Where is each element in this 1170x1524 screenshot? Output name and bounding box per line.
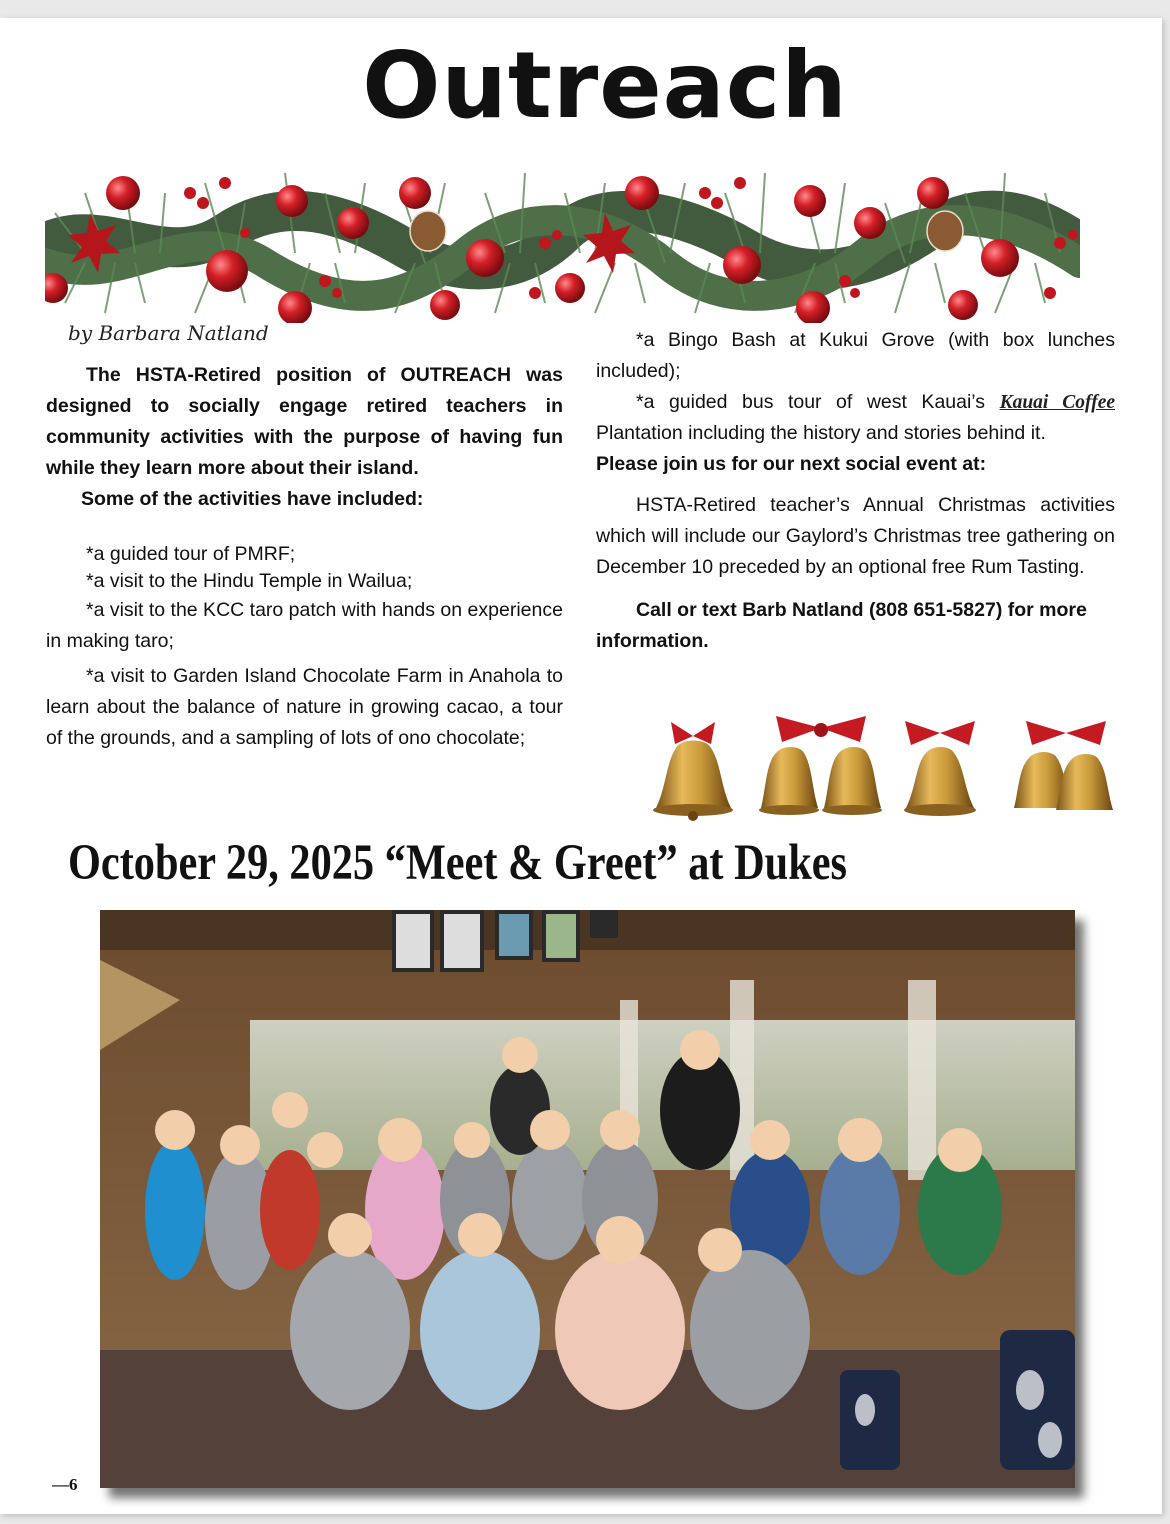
bell-icon bbox=[759, 716, 882, 815]
bell-icon bbox=[904, 721, 976, 816]
left-column bbox=[46, 360, 563, 754]
list-item: *a visit to Garden Island Chocolate Farm in Anahola to learn about the balance of nature in growing cacao, a tour of the grounds, and a sampling of lots of ono chocolate; bbox=[46, 665, 563, 749]
activities-list bbox=[46, 541, 563, 657]
page-number: —6 bbox=[52, 1475, 78, 1494]
group-photo bbox=[100, 910, 1075, 1488]
photo-section-title: October 29, 2025 “Meet & Greet” at Dukes bbox=[68, 835, 847, 891]
item6-text-end: Plantation including the history and stories behind it. bbox=[596, 422, 1046, 444]
list-item: *a guided tour of PMRF; bbox=[86, 543, 296, 565]
intro-paragraph: The HSTA-Retired position of OUTREACH was designed to socially engage retired teachers in community activities with the purpose of having fun while they learn more about their island. bbox=[46, 364, 563, 479]
christmas-garland-image bbox=[45, 153, 1080, 323]
bell-icon bbox=[1014, 721, 1113, 810]
list-item bbox=[596, 387, 1115, 449]
list-item: *a Bingo Bash at Kukui Grove (with box lunches included); bbox=[596, 329, 1115, 382]
kauai-coffee-link[interactable]: Kauai Coffee bbox=[999, 392, 1115, 413]
christmas-bells-image bbox=[636, 708, 1136, 824]
list-item: *a visit to the KCC taro patch with hands on experience in making taro; bbox=[46, 599, 563, 652]
join-heading: Please join us for our next social event at: bbox=[596, 453, 987, 475]
contact-paragraph: Call or text Barb Natland (808 651-5827) for more information. bbox=[596, 599, 1087, 652]
newsletter-page bbox=[0, 18, 1162, 1514]
list-item: *a visit to the Hindu Temple in Wailua; bbox=[86, 570, 413, 592]
page-title: Outreach bbox=[362, 32, 848, 139]
bell-icon bbox=[653, 722, 733, 821]
event-paragraph: HSTA-Retired teacher’s Annual Christmas activities which will include our Gaylord’s Christmas tree gathering on December 10 preceded by an optional free Rum Tasting. bbox=[596, 494, 1115, 578]
item6-text: *a guided bus tour of west Kauai’s bbox=[636, 391, 986, 413]
byline: by Barbara Natland bbox=[68, 321, 269, 345]
right-column bbox=[596, 325, 1115, 657]
activities-heading: Some of the activities have included: bbox=[81, 488, 424, 510]
